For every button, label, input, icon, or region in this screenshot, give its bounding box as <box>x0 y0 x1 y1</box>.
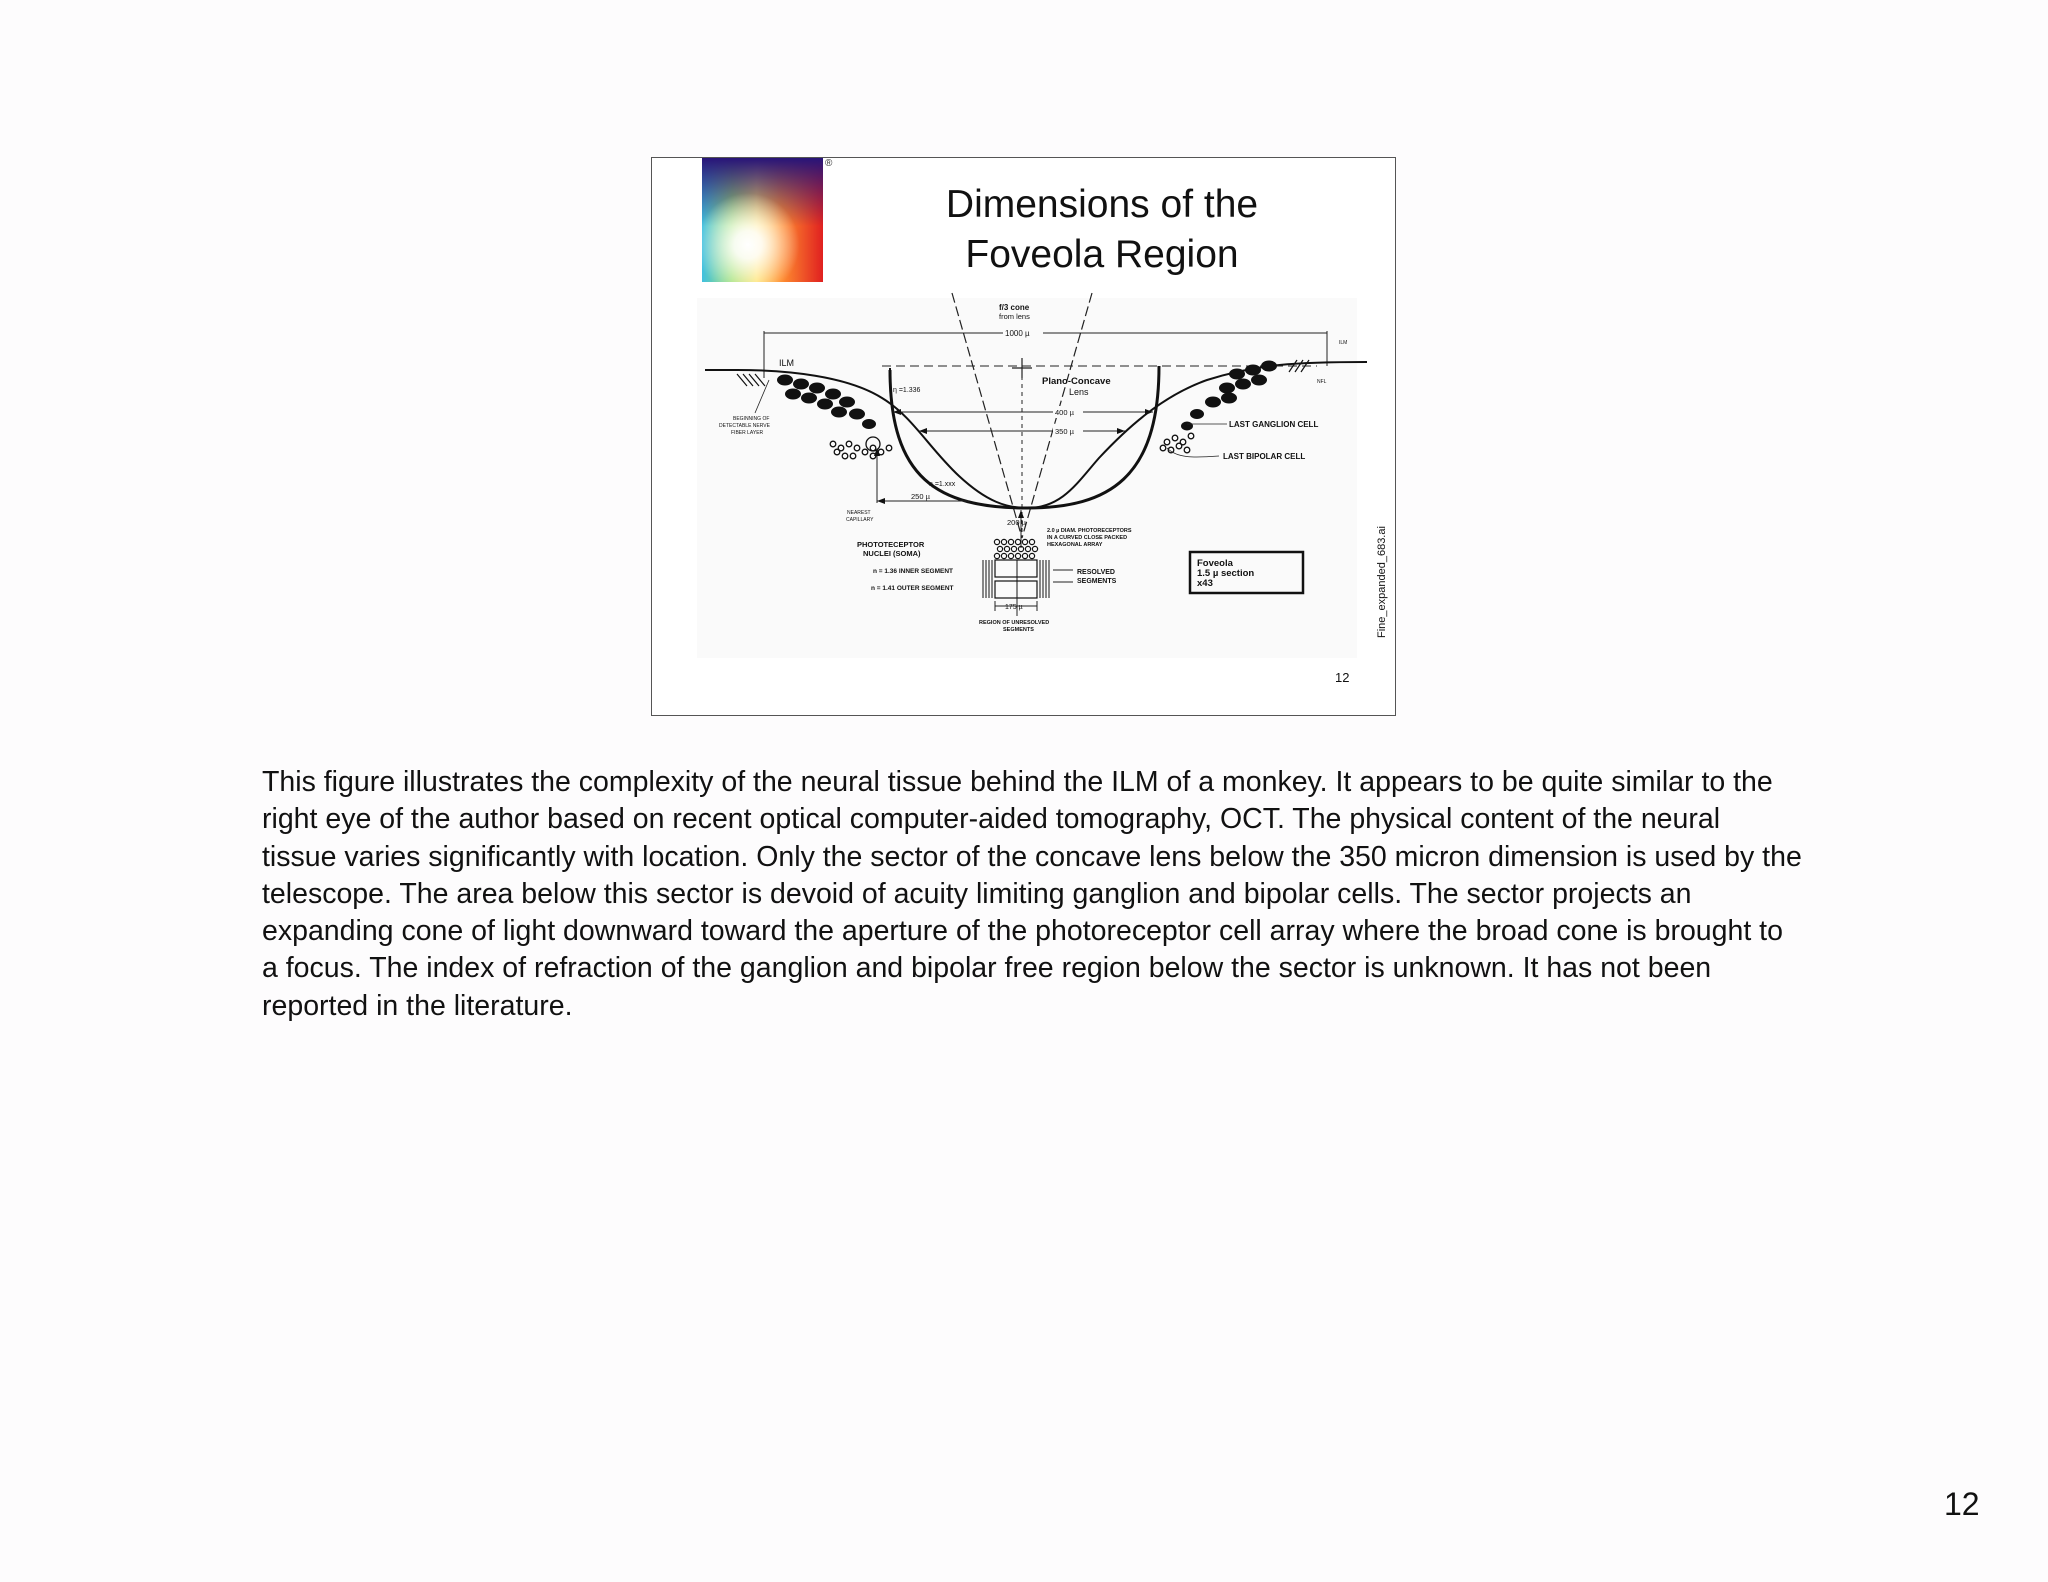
photoreceptors-line-2: IN A CURVED CLOSE PACKED <box>1047 535 1128 541</box>
beginning-line-2: DETECTABLE NERVE <box>719 423 770 429</box>
foveola-box-line-2: 1.5 µ section <box>1197 568 1255 579</box>
lens-label: Lens <box>1069 387 1089 397</box>
nuclei-line-1: PHOTOTECEPTOR <box>857 540 925 549</box>
color-logo-icon <box>702 158 823 282</box>
dim-400: 400 µ <box>1055 408 1074 417</box>
unresolved-line-1: REGION OF UNRESOLVED <box>979 620 1050 626</box>
dim-350: 350 µ <box>1055 427 1074 436</box>
slide-title <box>882 180 1322 280</box>
resolved-line-2: SEGMENTS <box>1077 578 1117 585</box>
title-line-1: Dimensions of the <box>945 183 1259 226</box>
nearest-line-1: NEAREST <box>847 510 871 516</box>
photoreceptors-line-3: HEXAGONAL ARRAY <box>1047 542 1103 548</box>
foveola-box-line-3: x43 <box>1197 578 1213 589</box>
caption-text: This figure illustrates the complexity of the neural tissue behind the ILM of a monkey. It appears to be quite similar to the right eye of the author based on recent optical computer-aided tomography, OCT. The physical content of the neural tissue varies significantly with location. Only the sector of the concave lens below the 350 micron dimension is used by the telescope. The area below this sector is devoid of acuity limiting ganglion and bipolar cells. The sector projects an expanding cone of light downward toward the aperture of the photoreceptor cell array where the broad cone is brought to a focus. The index of refraction of the ganglion and bipolar free region below the sector is unknown. It has not been reported in the literature. <box>262 766 1802 1022</box>
foveola-box-line-1: Foveola <box>1197 558 1233 569</box>
n-1336-label: η =1.336 <box>893 387 921 394</box>
beginning-line-1: BEGINNING OF <box>733 416 770 422</box>
dim-200: 200 µ <box>1007 518 1026 527</box>
cone-label-1: f/3 cone <box>999 303 1030 312</box>
resolved-line-1: RESOLVED <box>1077 569 1115 576</box>
ilm-label: ILM <box>779 358 795 368</box>
outer-segment-label: n = 1.41 OUTER SEGMENT <box>871 585 954 592</box>
page-number: 12 <box>1944 1486 1980 1522</box>
inner-segment-label: n = 1.36 INNER SEGMENT <box>873 568 954 575</box>
photoreceptors-line-1: 2.0 µ DIAM. PHOTORECEPTORS <box>1047 528 1132 534</box>
dim-1000: 1000 µ <box>1005 329 1030 338</box>
dim-175: 175 µ <box>1005 604 1023 611</box>
file-label: Fine_expanded_683.ai <box>1376 526 1388 638</box>
last-bipolar-label: LAST BIPOLAR CELL <box>1223 452 1306 461</box>
registered-mark: ® <box>825 158 833 169</box>
unresolved-line-2: SEGMENTS <box>1003 627 1034 633</box>
foveola-diagram <box>697 298 1388 658</box>
n-1xxx-label: η =1.xxx <box>929 481 956 488</box>
nearest-line-2: CAPILLARY <box>846 517 874 523</box>
plano-concave-label: Plano-Concave <box>1042 376 1111 387</box>
slide-frame <box>651 157 1396 716</box>
nfl-label: NFL <box>1317 379 1327 385</box>
beginning-line-3: FIBER LAYER <box>731 430 764 436</box>
ilm-right-label: ILM <box>1339 340 1348 346</box>
last-ganglion-label: LAST GANGLION CELL <box>1229 420 1319 429</box>
title-line-2: Foveola Region <box>965 233 1239 276</box>
slide-inner-number: 12 <box>1335 670 1350 685</box>
nuclei-line-2: NUCLEI (SOMA) <box>863 549 921 558</box>
cone-label-2: from lens <box>999 312 1030 321</box>
dim-250: 250 µ <box>911 492 930 501</box>
